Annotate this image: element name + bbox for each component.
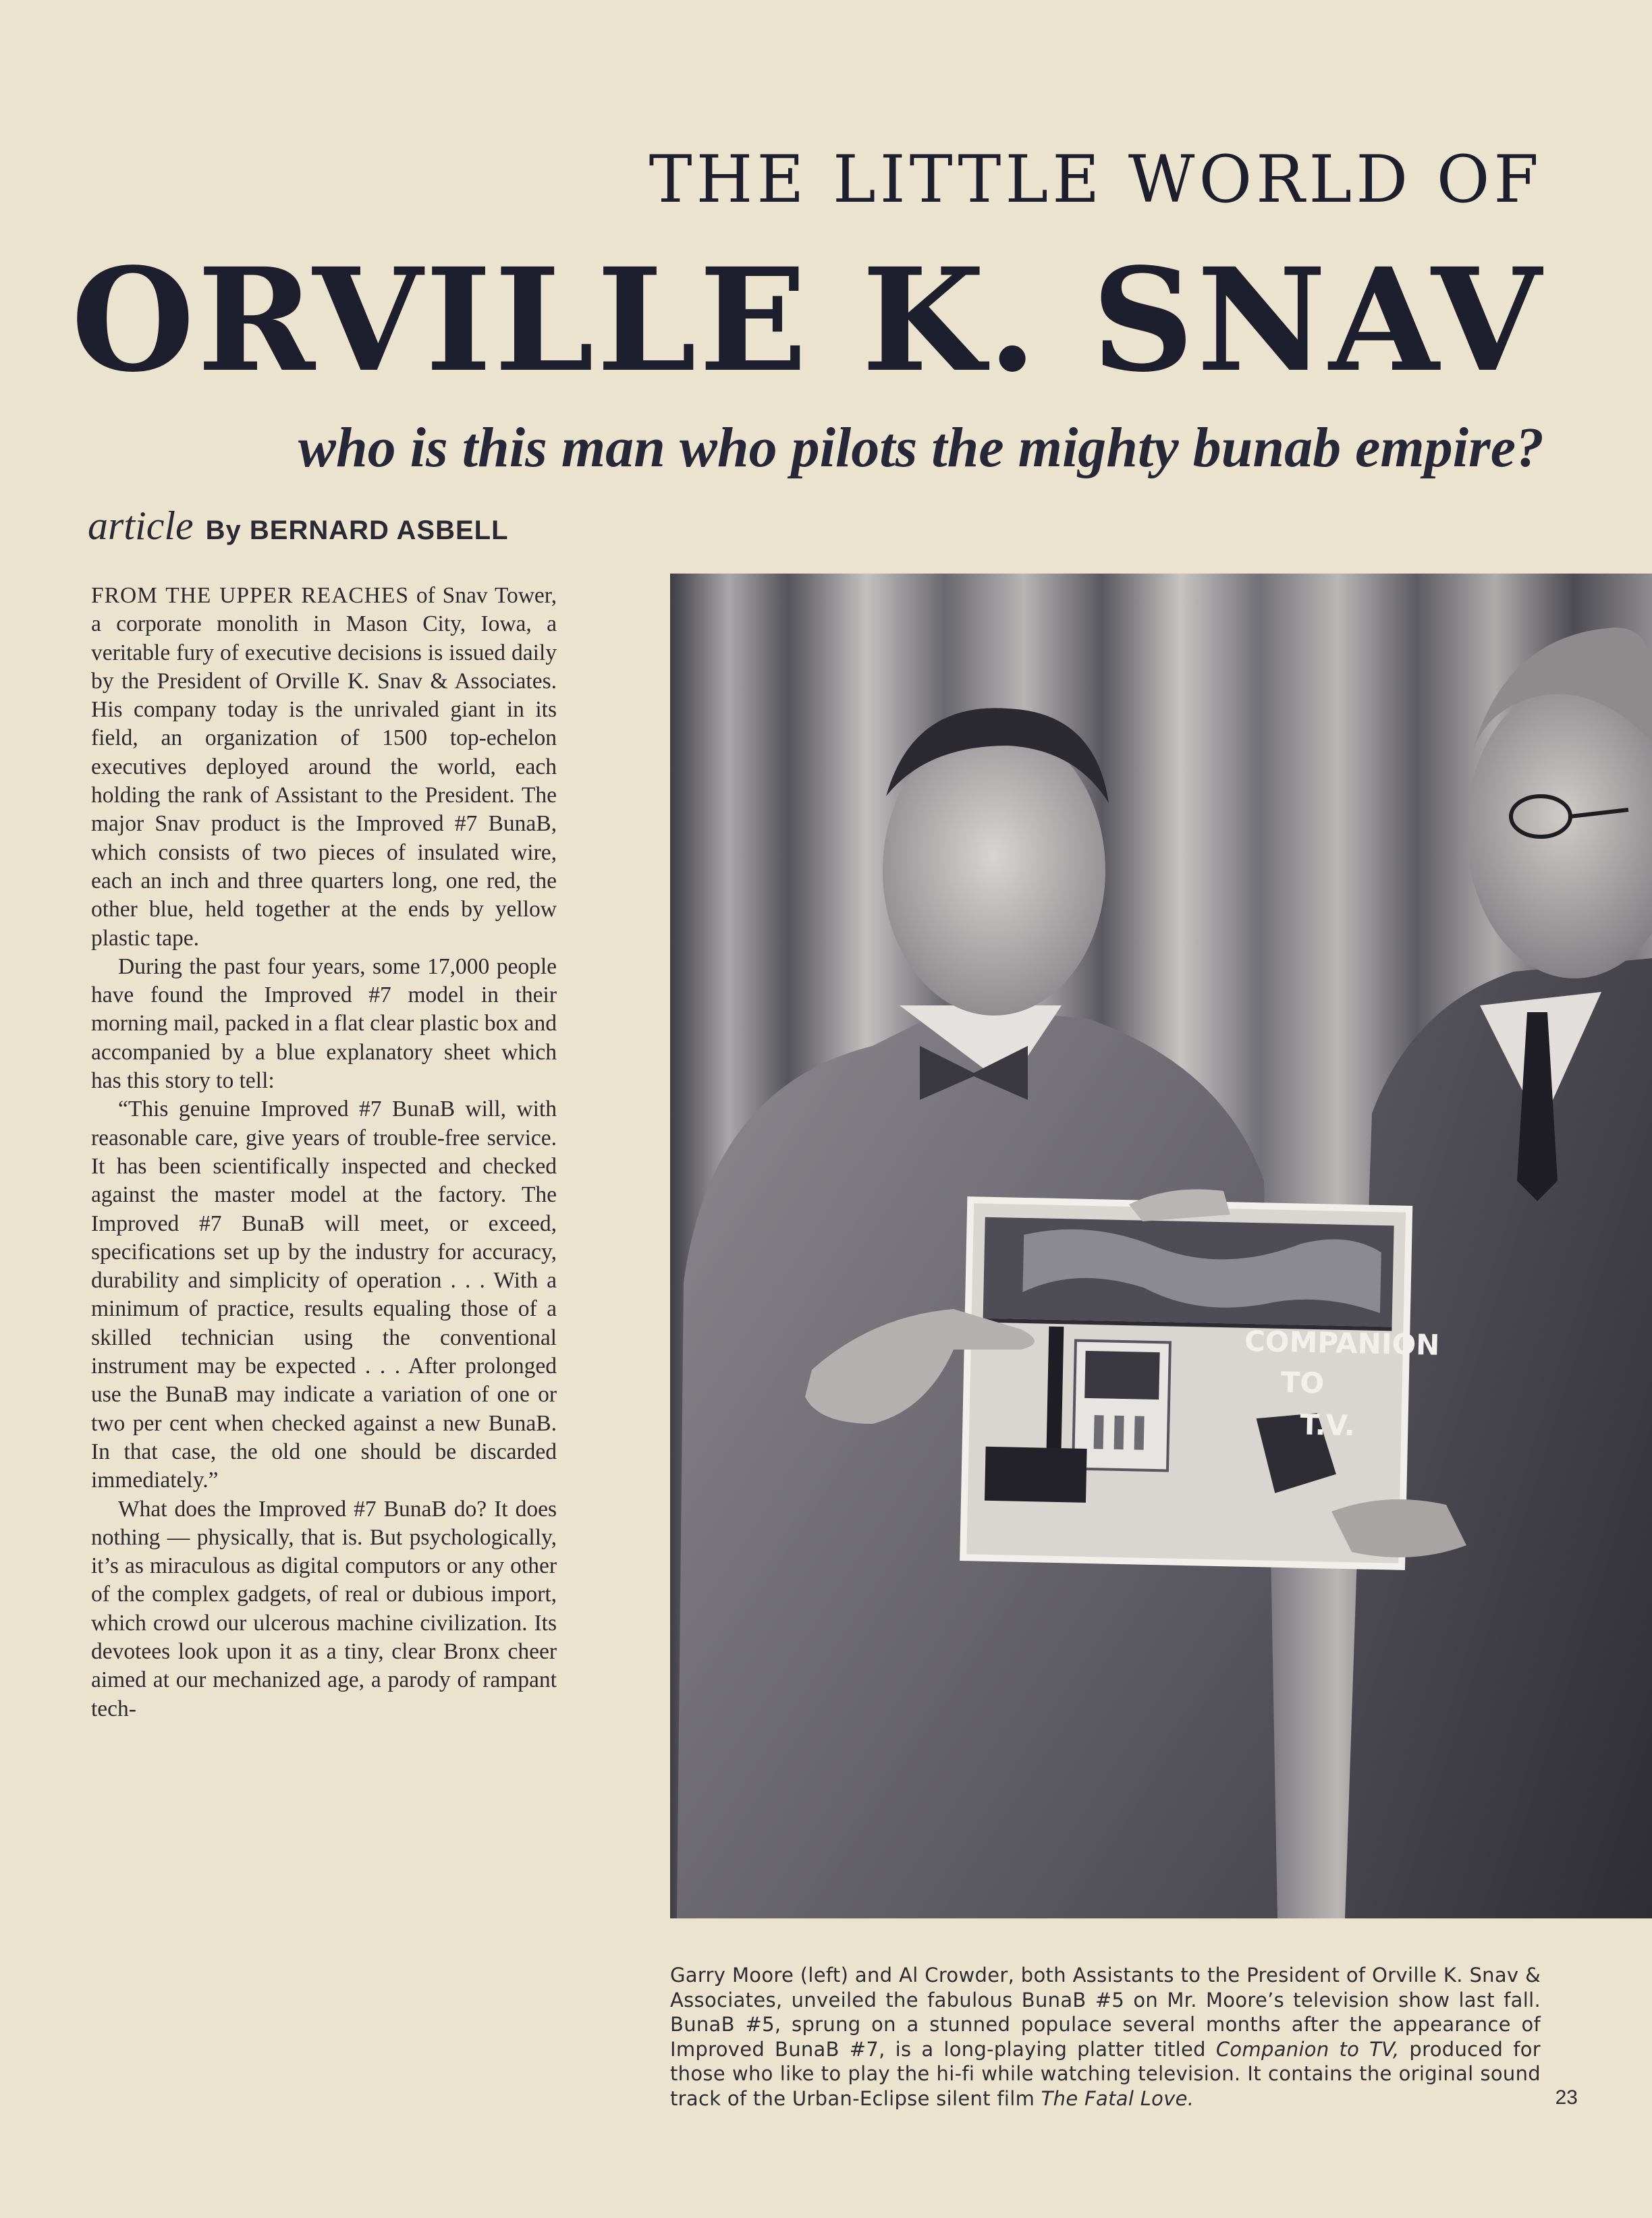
lead-in-caps: FROM THE UPPER REACHES [91, 583, 409, 608]
album-title-line2: TO [1280, 1365, 1325, 1400]
article-photo [670, 574, 1652, 1918]
page-number: 23 [1555, 2086, 1578, 2109]
paragraph-1-text: of Snav Tower, a corporate monolith in Mason City, Iowa, a veritable fury of executive decisions is issued daily by the President of Orville K. Snav & Associates. His company today is the unrivaled giant in its field, an organization of 1500 top-echelon executives deployed around the world, each holding the rank of Assistant to the President. The major Snav product is the Improved #7 BunaB, which consists of two pieces of insulated wire, each an inch and three quarters long, one red, the other blue, held together at the ends by yellow plastic tape. [91, 583, 557, 951]
caption-text-2: produced for those who like to play the hi-fi while watching television. It contains the original sound track of the Urban-Eclipse silent film [670, 2037, 1541, 2110]
paragraph-1 [91, 582, 557, 953]
byline [88, 503, 509, 549]
paragraph-3: “This genuine Improved #7 BunaB will, with reasonable care, give years of trouble-free service. It has been scientifically inspected and checked against the master model at the factory. The Improved #7 BunaB will meet, or exceed, specifications set up by the industry for accuracy, durability and simplicity of operation . . . With a minimum of practice, results equaling those of a skilled technician using the conventional instrument may be expected . . . After prolonged use the BunaB may indicate a variation of one or two per cent when checked against a new BunaB. In that case, the old one should be discarded immediately.” [91, 1097, 557, 1493]
section-kicker: article [88, 503, 194, 548]
photo-illustration [670, 574, 1652, 1918]
author-credit: By BERNARD ASBELL [205, 516, 509, 545]
article-overtitle: THE LITTLE WORLD OF [649, 142, 1543, 217]
album-title-line1: COMPANION [1244, 1324, 1440, 1362]
album-title-line3: T.V. [1299, 1408, 1356, 1443]
article-body [91, 582, 557, 1723]
caption-text-1: Garry Moore (left) and Al Crowder, both Assistants to the President of Orville K. Snav & Associates, unveiled the fabulous BunaB #5 on Mr. Moore’s television show last fall. BunaB #5, sprung on a stunned populace several months after the appearance of Improved BunaB #7, is a long-playing platter titled [670, 1964, 1541, 2061]
paragraph-4: What does the Improved #7 BunaB do? It does nothing — physically, that is. But psychologically, it’s as miraculous as digital computors or any other of the complex gadgets, of real or dubious import, which crowd our ulcerous machine civilization. Its devotees look upon it as a tiny, clear Bronx cheer aimed at our mechanized age, a parody of rampant tech- [91, 1496, 557, 1721]
caption-italic-1: Companion to TV, [1215, 2037, 1400, 2061]
article-subtitle: who is this man who pilots the mighty bunab empire? [298, 416, 1544, 479]
paragraph-2: During the past four years, some 17,000 people have found the Improved #7 model in their morning mail, packed in a flat clear plastic box and accompanied by a blue explanatory sheet which has this story to tell: [91, 953, 557, 1094]
article-title: ORVILLE K. SNAV [71, 237, 1544, 404]
photo-caption [670, 1963, 1541, 2111]
caption-italic-2: The Fatal Love. [1041, 2086, 1194, 2110]
